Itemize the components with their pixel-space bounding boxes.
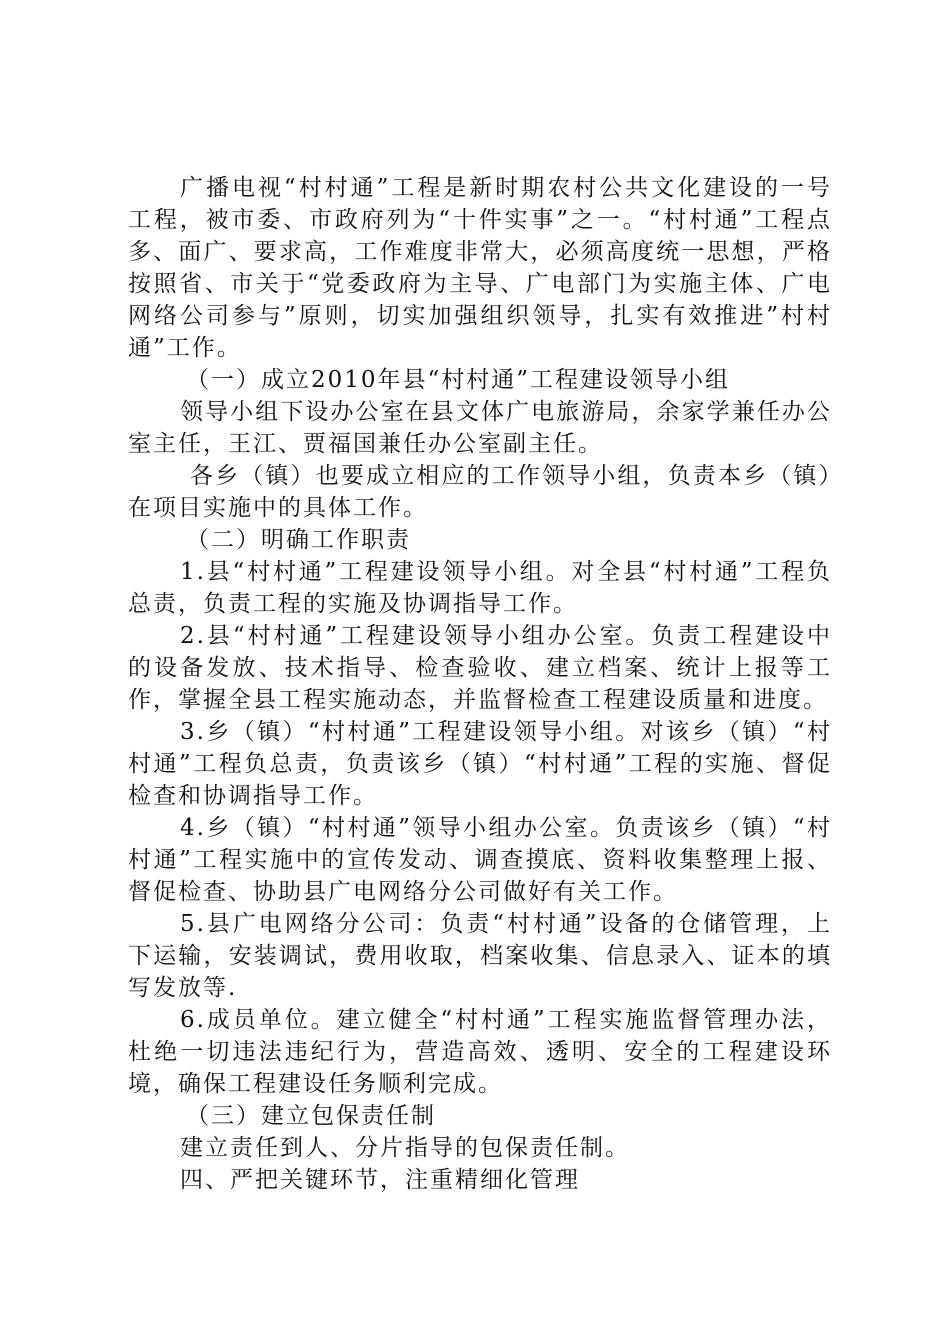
- duty-item-2: 2.县“村村通”工程建设领导小组办公室。负责工程建设中的设备发放、技术指导、检查验收、建立档案、统计上报等工作，掌握全县工程实施动态，并监督检查工程建设质量和进度。: [128, 623, 832, 713]
- paragraph-responsibility: 建立责任到人、分片指导的包保责任制。: [180, 1135, 630, 1161]
- paragraph-intro: 广播电视“村村通”工程是新时期农村公共文化建设的一号工程，被市委、市政府列为“十件实事”之一。“村村通”工程点多、面广、要求高，工作难度非常大，必须高度统一思想，严格按照省、市关于“党委政府为主导、广电部门为实施主体、广电网络公司参与”原则，切实加强组织领导，扎实有效推进”村村通”工作。: [128, 175, 832, 361]
- paragraph-township-groups: 各乡（镇）也要成立相应的工作领导小组，负责本乡（镇）在项目实施中的具体工作。: [128, 463, 832, 521]
- document-body: [128, 172, 832, 1196]
- duty-item-6: 6.成员单位。建立健全“村村通”工程实施监督管理办法，杜绝一切违法违纪行为，营造高效、透明、安全的工程建设环境，确保工程建设任务顺利完成。: [128, 1007, 832, 1097]
- duty-item-4: 4.乡（镇）“村村通”领导小组办公室。负责该乡（镇）“村村通”工程实施中的宣传发动、调查摸底、资料收集整理上报、督促检查、协助县广电网络分公司做好有关工作。: [128, 815, 832, 905]
- duty-item-3: 3.乡（镇）“村村通”工程建设领导小组。对该乡（镇）“村村通”工程负总责，负责该乡（镇）“村村通”工程的实施、督促检查和协调指导工作。: [128, 719, 832, 809]
- duty-item-5: 5.县广电网络分公司：负责“村村通”设备的仓储管理，上下运输，安装调试，费用收取，档案收集、信息录入、证本的填写发放等.: [128, 911, 832, 1001]
- heading-part-4: 四、严把关键环节，注重精细化管理: [180, 1167, 580, 1193]
- heading-section-2: （二）明确工作职责: [186, 527, 411, 553]
- paragraph-office: 领导小组下设办公室在县文体广电旅游局，余家学兼任办公室主任，王江、贾福国兼任办公室副主任。: [128, 399, 832, 457]
- heading-section-1: （一）成立2010年县“村村通”工程建设领导小组: [186, 367, 731, 393]
- heading-section-3: （三）建立包保责任制: [186, 1103, 436, 1129]
- duty-item-1: 1.县“村村通”工程建设领导小组。对全县“村村通”工程负总责，负责工程的实施及协调指导工作。: [128, 559, 832, 617]
